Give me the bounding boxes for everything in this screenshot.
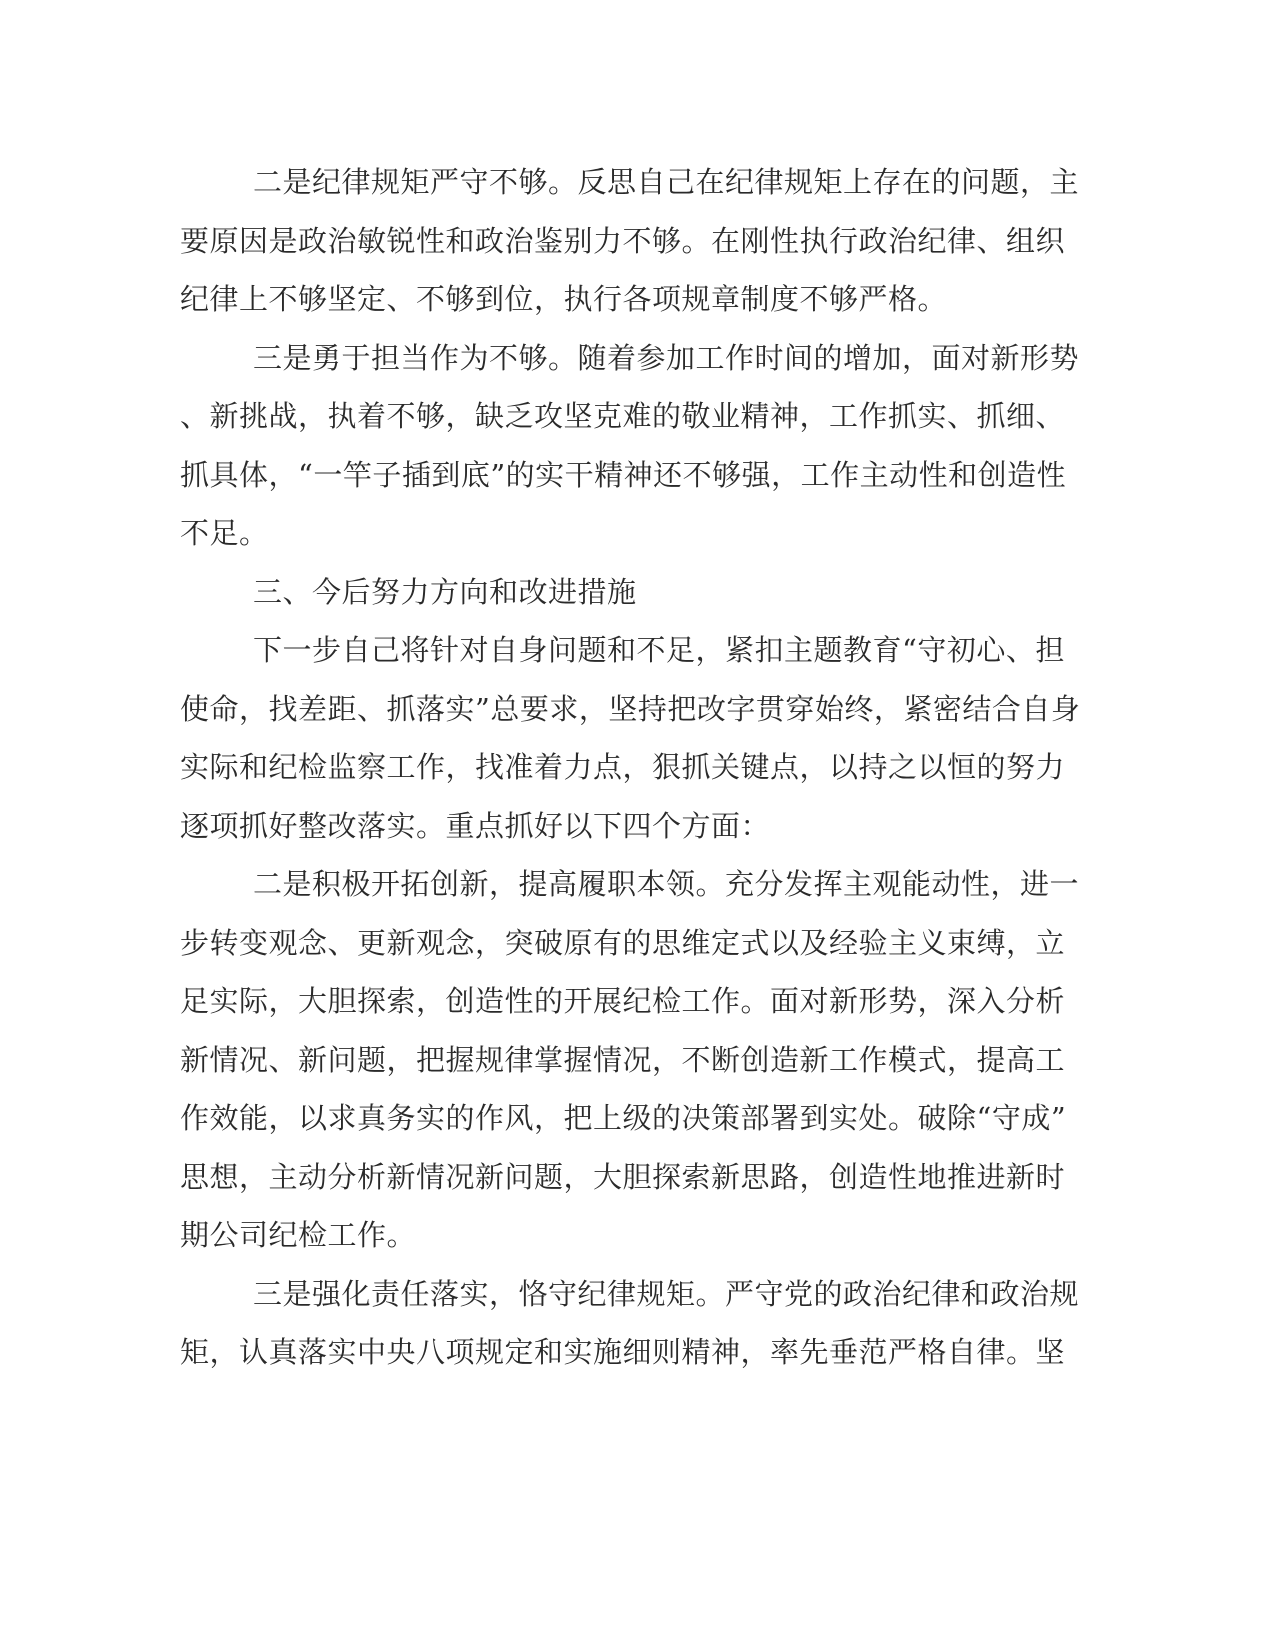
paragraph-line: 期公司纪检工作。 [180, 1218, 417, 1252]
paragraph-line: 思想，主动分析新情况新问题，大胆探索新思路，创造性地推进新时 [180, 1160, 1066, 1194]
section-heading: 三、今后努力方向和改进措施 [253, 575, 637, 609]
paragraph-line: 足实际，大胆探索，创造性的开展纪检工作。面对新形势，深入分析 [180, 984, 1066, 1018]
paragraph-line: 要原因是政治敏锐性和政治鉴别力不够。在刚性执行政治纪律、组织 [180, 224, 1066, 258]
paragraph-line: 、新挑战，执着不够，缺乏攻坚克难的敬业精神，工作抓实、抓细、 [180, 399, 1066, 433]
paragraph-line: 三是勇于担当作为不够。随着参加工作时间的增加，面对新形势 [253, 341, 1080, 375]
paragraph-line: 作效能，以求真务实的作风，把上级的决策部署到实处。破除“守成” [180, 1101, 1067, 1135]
paragraph-line: 二是积极开拓创新，提高履职本领。充分发挥主观能动性，进一 [253, 867, 1080, 901]
paragraph-line: 纪律上不够坚定、不够到位，执行各项规章制度不够严格。 [180, 282, 948, 316]
paragraph-line: 矩，认真落实中央八项规定和实施细则精神，率先垂范严格自律。坚 [180, 1335, 1066, 1369]
paragraph-line: 二是纪律规矩严守不够。反思自己在纪律规矩上存在的问题，主 [253, 165, 1080, 199]
paragraph-line: 新情况、新问题，把握规律掌握情况，不断创造新工作模式，提高工 [180, 1043, 1066, 1077]
paragraph-line: 下一步自己将针对自身问题和不足，紧扣主题教育“守初心、担 [253, 633, 1065, 667]
paragraph-line: 不足。 [180, 516, 269, 550]
paragraph-line: 实际和纪检监察工作，找准着力点，狠抓关键点，以持之以恒的努力 [180, 750, 1066, 784]
paragraph-line: 使命，找差距、抓落实”总要求，坚持把改字贯穿始终，紧密结合自身 [180, 692, 1081, 726]
paragraph-line: 抓具体，“一竿子插到底”的实干精神还不够强，工作主动性和创造性 [180, 458, 1067, 492]
paragraph-line: 步转变观念、更新观念，突破原有的思维定式以及经验主义束缚，立 [180, 926, 1066, 960]
paragraph-line: 逐项抓好整改落实。重点抓好以下四个方面： [180, 809, 771, 843]
paragraph-line: 三是强化责任落实，恪守纪律规矩。严守党的政治纪律和政治规 [253, 1277, 1080, 1311]
